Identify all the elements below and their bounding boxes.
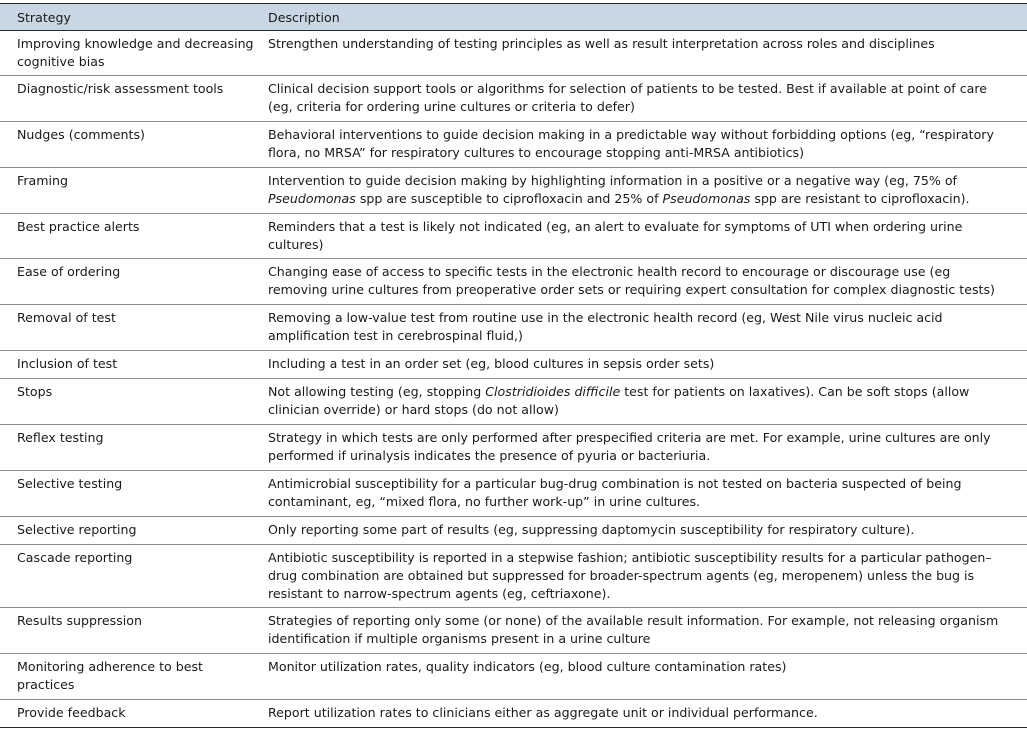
description-cell xyxy=(268,471,1027,516)
strategy-cell: Results suppression xyxy=(17,613,142,628)
description-cell xyxy=(268,517,1027,544)
table-row xyxy=(0,351,1027,379)
table-row xyxy=(0,517,1027,545)
description-cell xyxy=(268,654,1027,699)
description-text-line: Strategies of reporting only some (or none) of the available result information. For example, not releasing organism xyxy=(268,613,999,628)
table-row xyxy=(0,168,1027,214)
description-text-line: Antimicrobial susceptibility for a particular bug-drug combination is not tested on bacteria suspected of being xyxy=(268,476,962,491)
description-cell xyxy=(268,214,1027,258)
description-text-fragment: test for patients on laxatives). Can be soft stops (allow xyxy=(620,384,970,399)
description-text-line: Report utilization rates to clinicians either as aggregate unit or individual performance. xyxy=(268,705,818,720)
strategy-cell: Selective testing xyxy=(17,476,123,491)
description-text-line: removing urine cultures from preoperative order sets or requiring expert consultation for complex diagnostic tests) xyxy=(268,282,995,297)
description-text-line: resistant to narrow-spectrum agents (eg, ceftriaxone). xyxy=(268,586,611,601)
description-text-line xyxy=(268,190,1021,208)
description-cell xyxy=(268,305,1027,350)
description-text-line: Clinical decision support tools or algorithms for selection of patients to be tested. Best if available at point of care xyxy=(268,81,987,96)
description-text-line: contaminant, eg, “mixed flora, no further work-up” in urine cultures. xyxy=(268,494,701,509)
table-row xyxy=(0,259,1027,305)
column-header-description: Description xyxy=(268,10,340,25)
description-cell xyxy=(268,259,1027,304)
table-row xyxy=(0,654,1027,700)
description-text-line: Antibiotic susceptibility is reported in a stepwise fashion; antibiotic susceptibility results for a particular pathogen– xyxy=(268,550,992,565)
table-row xyxy=(0,214,1027,259)
table-row xyxy=(0,122,1027,168)
table-row xyxy=(0,31,1027,76)
description-cell xyxy=(268,379,1027,424)
strategy-text-line: cognitive bias xyxy=(17,54,105,69)
strategy-text-line: practices xyxy=(17,677,75,692)
strategy-cell: Nudges (comments) xyxy=(17,127,145,142)
table-row xyxy=(0,305,1027,351)
strategy-cell: Framing xyxy=(17,173,68,188)
table-header-row xyxy=(0,4,1027,31)
description-text-line: Changing ease of access to specific tests in the electronic health record to encourage or discourage use (eg xyxy=(268,264,951,279)
description-text-line: amplification test in cerebrospinal fluid,) xyxy=(268,328,523,343)
description-text-fragment: Not allowing testing (eg, stopping xyxy=(268,384,486,399)
strategy-cell: Cascade reporting xyxy=(17,550,133,565)
strategy-cell: Inclusion of test xyxy=(17,356,118,371)
description-text-line: Strategy in which tests are only performed after prespecified criteria are met. For example, urine cultures are only xyxy=(268,430,991,445)
strategy-cell: Reflex testing xyxy=(17,430,104,445)
description-text-fragment: spp are susceptible to ciprofloxacin and 25% of xyxy=(355,191,663,206)
table-row xyxy=(0,76,1027,122)
description-text-line: drug combination are obtained but suppressed for broader-spectrum agents (eg, meropenem) unless the bug is xyxy=(268,568,975,583)
description-text-line: performed if urinalysis indicates the presence of pyuria or bacteriuria. xyxy=(268,448,711,463)
description-text-line: Only reporting some part of results (eg, suppressing daptomycin susceptibility for respiratory culture). xyxy=(268,522,915,537)
description-text-line: Removing a low-value test from routine use in the electronic health record (eg, West Nile virus nucleic acid xyxy=(268,310,943,325)
table-row xyxy=(0,608,1027,654)
strategy-cell: Provide feedback xyxy=(17,705,126,720)
organism-name-italic: Pseudomonas xyxy=(268,191,356,206)
description-text-line: Behavioral interventions to guide decision making in a predictable way without forbidding options (eg, “respiratory xyxy=(268,127,994,142)
description-text-line: Reminders that a test is likely not indicated (eg, an alert to evaluate for symptoms of UTI when ordering urine xyxy=(268,219,963,234)
description-cell xyxy=(268,608,1027,653)
description-text-line: Monitor utilization rates, quality indicators (eg, blood culture contamination rates) xyxy=(268,659,787,674)
description-cell xyxy=(268,351,1027,378)
description-text-fragment: spp are resistant to ciprofloxacin). xyxy=(750,191,970,206)
strategy-table xyxy=(0,3,1027,728)
description-text-line: identification if multiple organisms present in a urine culture xyxy=(268,631,651,646)
description-cell xyxy=(268,31,1027,75)
description-text-line: Strengthen understanding of testing principles as well as result interpretation across roles and disciplines xyxy=(268,36,935,51)
column-header-strategy: Strategy xyxy=(17,10,71,25)
description-cell xyxy=(268,545,1027,607)
strategy-cell: Diagnostic/risk assessment tools xyxy=(17,81,224,96)
description-text-line: clinician override) or hard stops (do not allow) xyxy=(268,402,559,417)
description-text-line xyxy=(268,383,1021,401)
organism-name-italic: Clostridioides difficile xyxy=(485,384,621,399)
strategy-cell: Best practice alerts xyxy=(17,219,140,234)
strategy-text-line: Improving knowledge and decreasing xyxy=(17,36,254,51)
description-text-line: cultures) xyxy=(268,237,324,252)
description-text-line: Intervention to guide decision making by highlighting information in a positive or a negative way (eg, 75% of xyxy=(268,173,957,188)
table-row xyxy=(0,379,1027,425)
description-text-line: flora, no MRSA” for respiratory cultures to encourage stopping anti-MRSA antibiotics) xyxy=(268,145,805,160)
description-cell xyxy=(268,700,1027,727)
strategy-cell xyxy=(0,31,268,75)
description-cell xyxy=(268,425,1027,470)
strategy-cell: Stops xyxy=(17,384,53,399)
strategy-cell: Ease of ordering xyxy=(17,264,121,279)
strategy-cell: Removal of test xyxy=(17,310,116,325)
organism-name-italic: Pseudomonas xyxy=(662,191,751,206)
strategy-text-line: Monitoring adherence to best xyxy=(17,659,203,674)
description-text-line: Including a test in an order set (eg, blood cultures in sepsis order sets) xyxy=(268,356,715,371)
table-row xyxy=(0,471,1027,517)
strategy-cell: Selective reporting xyxy=(17,522,137,537)
description-cell xyxy=(268,76,1027,121)
table-row xyxy=(0,425,1027,471)
description-cell xyxy=(268,122,1027,167)
description-text-line: (eg, criteria for ordering urine cultures or criteria to defer) xyxy=(268,99,635,114)
description-cell xyxy=(268,168,1027,213)
table-row xyxy=(0,545,1027,608)
strategy-cell xyxy=(0,654,268,699)
table-row xyxy=(0,700,1027,727)
